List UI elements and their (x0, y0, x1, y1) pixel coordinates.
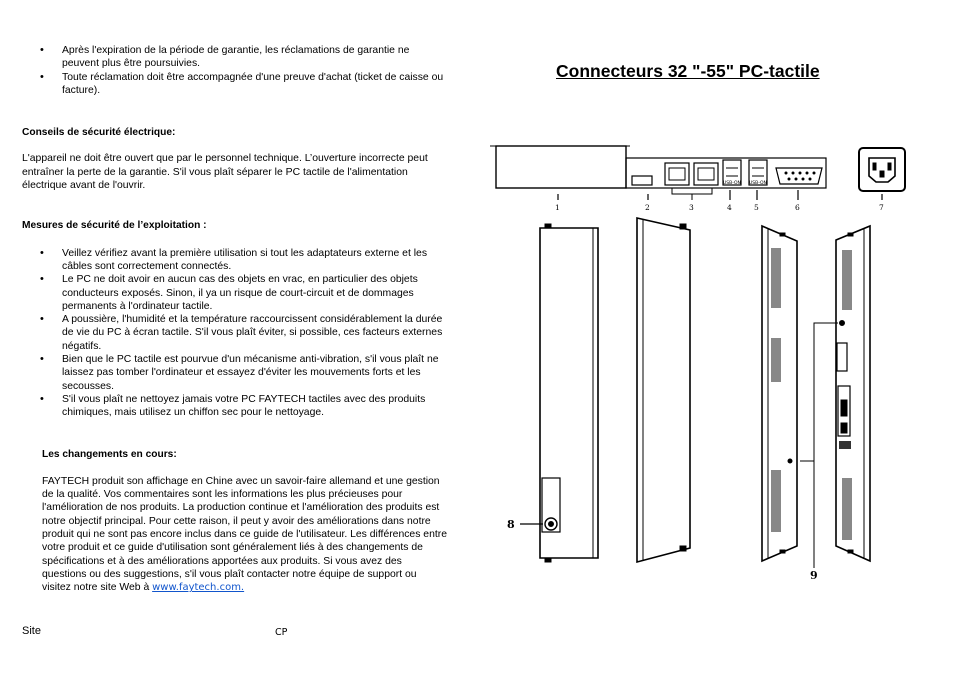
operation-heading: Mesures de sécurité de l’exploitation : (22, 220, 207, 232)
side-view-3 (762, 226, 797, 561)
connector-strip (490, 146, 905, 200)
list-item: • Le PC ne doit avoir en aucun cas des objets en vrac, en particulier des objets conducteurs exposés. Sinon, il ya un risque de court-circuit et de dommages permanents à l'ordinateur tactile. (22, 273, 447, 313)
figure-title: Connecteurs 32 "-55" PC-tactile (556, 61, 820, 81)
list-item: • Après l'expiration de la période de garantie, les réclamations de garantie ne peuvent plus être poursuivies. (22, 44, 447, 71)
electrical-text: L'appareil ne doit être ouvert que par le personnel technique. L’ouverture incorrecte peut entraîner la perte de la garantie. S'il vous plaît séparer le PC tactile de l'alimentation électrique avant de l'ouvrir. (22, 153, 428, 192)
label-2: 2 (645, 203, 650, 212)
label-7: 7 (879, 203, 884, 212)
changes-heading: Les changements en cours: (42, 448, 177, 460)
electrical-heading: Conseils de sécurité électrique: (22, 127, 176, 139)
operation-list (22, 247, 447, 420)
label-4: 4 (727, 203, 732, 212)
changes-text (22, 475, 447, 595)
power-connector (859, 148, 905, 191)
usb-label-4: USB-ON (723, 181, 741, 186)
side-view-2 (637, 218, 690, 562)
label-1: 1 (555, 203, 560, 212)
website-link[interactable]: www.faytech.com. (152, 582, 245, 594)
list-item: • Veillez vérifiez avant la première utilisation si tout les adaptateurs externe et les câbles sont correctement connectés. (22, 247, 447, 274)
list-item: • Bien que le PC tactile est pourvue d'un mécanisme anti-vibration, s'il vous plaît ne laissez pas tomber l'ordinateur et essayez d'éviter les mouvements forts et les secousses. (22, 353, 447, 393)
warranty-list (22, 44, 447, 97)
list-item: • Toute réclamation doit être accompagnée d'une preuve d'achat (ticket de caisse ou facture). (22, 71, 447, 98)
hdmi-port (632, 176, 652, 185)
label-3: 3 (689, 203, 694, 212)
list-item: • S'il vous plaît ne nettoyez jamais votre PC FAYTECH tactiles avec des produits chimiques, mais utilisez un chiffon sec pour le nettoyage. (22, 393, 447, 420)
footer-site: Site (22, 625, 41, 637)
label-5: 5 (754, 203, 759, 212)
left-column (22, 44, 447, 595)
label-6: 6 (795, 203, 800, 212)
connector-diagram (490, 138, 920, 583)
label-8: 8 (507, 518, 515, 531)
footer-cp: CP (275, 627, 288, 638)
serial-port (776, 168, 822, 184)
port-1-panel (496, 146, 626, 188)
side-view-1 (540, 224, 598, 562)
changes-body: FAYTECH produit son affichage en Chine avec un savoir-faire allemand et une gestion de la qualité. Vos commentaires sont les informations les plus précieuses pour l'amélioration de nos produits. La production continue et l'amélioration des produits est notre objectif principal. Pour cette raison, il peut y avoir des améliorations dans notre produit qui ne sont pas encore inclus dans ce guide de l'utilisateur. Les différences entre votre produit et ce guide d'utilisation sont généralement liés à des changements de spécifications et à des améliorations apportées aux produits. Si vous avez des questions ou des suggestions, s'il vous plaît contacter notre équipe de support ou visitez notre site Web à (42, 475, 447, 594)
side-view-4 (836, 226, 870, 561)
usb-label-5: USB-ON (749, 181, 767, 186)
label-9: 9 (810, 569, 818, 582)
list-item: • A poussière, l'humidité et la température raccourcissent considérablement la durée de vie du PC à écran tactile. S'il vous plaît éviter, si possible, ces facteurs externes négatifs. (22, 313, 447, 353)
